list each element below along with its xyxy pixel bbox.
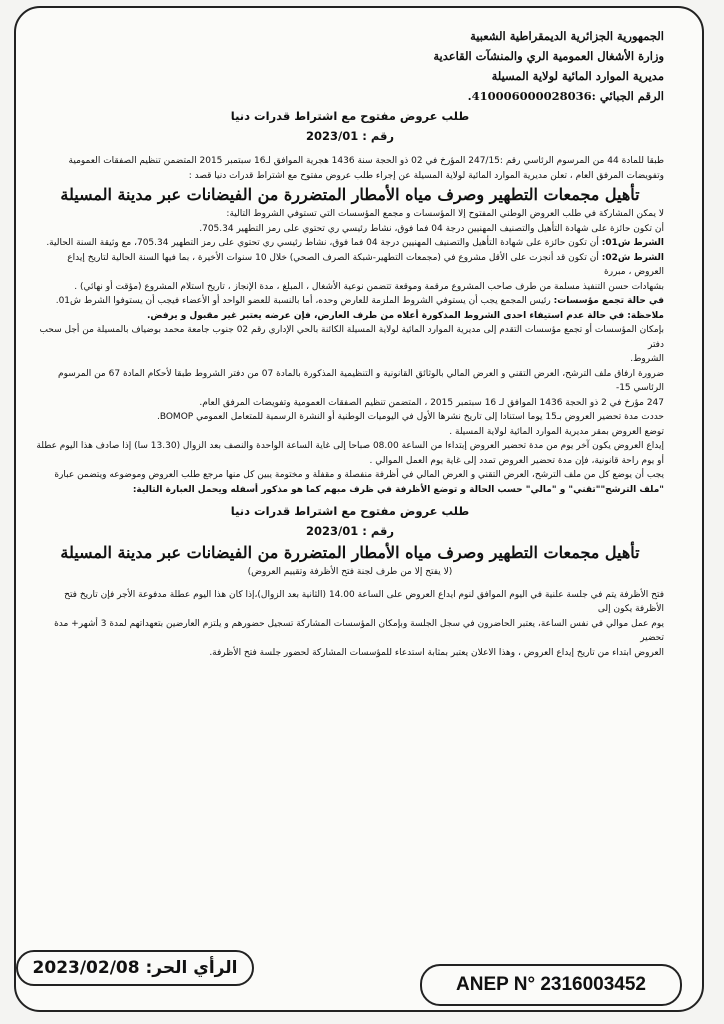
- paragraph: فتح الأظرفة يتم في جلسة علنية في اليوم الموافق لنوم ايداع العروض على الساعة 14.00 (الثانية بعد الزوال)،إذا كان هذا اليوم عطلة مدفوعة الأجر فإن تاريخ فتح الأظرفة يكون إلى: [64, 589, 664, 614]
- paragraph: العروض ابتداء من تاريخ إيداع العروض ، وهذا الاعلان يعتبر بمثابة استدعاء للمؤسسات المشاركة لحضور جلسة فتح الأظرفة.: [209, 647, 664, 658]
- paragraph: 247 مؤرخ في 2 ذو الحجة 1436 الموافق لـ 16 سبتمبر 2015 ، المتضمن تنظيم الصفقات العمومية وتفويضات المرفق العام.: [199, 397, 664, 408]
- paragraph: أو يوم راحة قانونية، فإن مدة تحضير العروض تمدد إلى غاية يوم العمل الموالي .: [369, 455, 664, 466]
- paragraph: توضع العروض بمقر مديرية الموارد المائية لولاية المسيلة .: [449, 426, 664, 437]
- paragraph: ضرورة ارفاق ملف الترشح، العرض التقني و العرض المالي بالوثائق القانونية و التنظيمية المذكورة بالمادة 07 من دفتر الشروط طبقا لأحكام المادة 67 من المرسوم الرئاسي 15-: [58, 368, 664, 393]
- condition-2-text: أن تكون قد أنجزت على الأقل مشروع في (مجمعات التطهير-شبكة الصرف الصحي) خلال 10 سنوات الأخيرة ، بما فيها السنة الحالية لتاريخ إيداع العروض ، مبررة: [67, 252, 664, 277]
- paragraph: أن تكون حائزة على شهادة التأهيل والتصنيف المهنيين درجة 04 فما فوق، نشاط رئيسي ري تحتوي على رمز التطهير 705.34.: [199, 223, 664, 234]
- note-text: في حالة عدم استيفاء احدى الشروط المذكورة أعلاه من طرف العارض، فإن عرضه يعتبر غير مقبول و يرفض.: [147, 310, 625, 321]
- paragraph: "ملف الترشح""تقني" و "مالي" حسب الحالة و توضع الأظرفة في ظرف مبهم كما هو مذكور أسفله ويحمل العبارة التالية:: [132, 484, 664, 495]
- paragraph: بإمكان المؤسسات أو تجمع مؤسسات التقدم إلى مديرية الموارد المائية لولاية المسيلة الكائنة بالحي الإداري رقم 02 جنوب جامعة محمد بوضياف بالمسيلة من أجل سحب دفتر: [39, 325, 664, 350]
- project-title: تأهيل مجمعات التطهير وصرف مياه الأمطار المتضررة من الفيضانات عبر مدينة المسيلة: [60, 185, 640, 204]
- paragraph: يوم عمل موالي في نفس الساعة، يعتبر الحاضرون في سجل الجلسة وبإمكان المؤسسات المشاركة تسجيل حضورهم و يلتزم العارضين بتعهداتهم لمدة 3 أشهر+ مدة تحضير: [54, 618, 664, 643]
- note-label: ملاحظة:: [627, 310, 664, 321]
- paragraph: طبقا للمادة 44 من المرسوم الرئاسي رقم :247/15 المؤرخ في 02 ذو الحجة سنة 1436 هجرية الموافق لـ16 سبتمبر 2015 المتضمن تنظيم الصفقات العمومية: [68, 156, 664, 166]
- paragraph: بشهادات حسن التنفيذ مسلمة من طرف صاحب المشروع مرقمة وموقعة تتضمن نوعية الأشغال ، المبلغ ، مدة الإنجاز ، تاريخ استلام المشروع (مؤقت أو نهائي) .: [74, 281, 664, 292]
- republic-line: الجمهورية الجزائرية الديمقراطية الشعبية: [470, 29, 664, 43]
- header-block: [36, 26, 664, 106]
- consortium-label: في حالة تجمع مؤسسات:: [553, 296, 664, 306]
- ministry-line: وزارة الأشغال العمومية الري والمنشآت القاعدية: [433, 49, 664, 63]
- envelope-number: رقم : 2023/01: [306, 524, 394, 538]
- directorate-line: مديرية الموارد المائية لولاية المسيلة: [491, 69, 664, 83]
- paragraph: الشروط.: [630, 354, 664, 364]
- tender-notice: [36, 26, 664, 926]
- notice-number: رقم : 2023/01: [306, 129, 394, 143]
- paragraph: يجب أن يوضع كل من ملف الترشح، العرض التقني و العرض المالي في أظرفة منفصلة و مقفلة و مختومة يبين كل منها مرجع طلب العروض وموضوعه ويتضمن عبارة: [54, 470, 664, 480]
- consortium-text: رئيس المجمع يجب أن يستوفي الشروط الملزمة للعارض وحده، أما بالنسبة للعضو الواحد أو الأعضاء فيجب أن يستوفوا الشرط ش01.: [55, 296, 551, 306]
- consortium-clause: [36, 294, 664, 309]
- condition-1-text: أن تكون حائزة على شهادة التأهيل والتصنيف المهنيين درجة 04 فما فوق، نشاط رئيسي ري تحتوي على رمز التطهير 705.34، مع وثيقة السنة الحالية.: [46, 238, 599, 248]
- envelope-title: طلب عروض مفتوح مع اشتراط قدرات دنيا: [230, 504, 470, 518]
- anep-number-box: ANEP N° 2316003452: [420, 964, 682, 1006]
- condition-2-label: الشرط ش02:: [601, 252, 664, 263]
- condition-1: [36, 236, 664, 251]
- envelope-project: تأهيل مجمعات التطهير وصرف مياه الأمطار المتضررة من الفيضانات عبر مدينة المسيلة: [60, 543, 640, 562]
- notice-title: طلب عروض مفتوح مع اشتراط قدرات دنيا: [230, 109, 470, 123]
- note-clause: [36, 309, 664, 324]
- condition-2: [36, 251, 664, 280]
- condition-1-label: الشرط ش01:: [601, 238, 664, 248]
- paragraph: حددت مدة تحضير العروض بـ15 يوما استنادا إلى تاريخ نشرها الأول في اليوميات الوطنية أو النشرة الرسمية للمتعامل العمومي BOMOP.: [156, 412, 664, 422]
- tax-id: الرقم الجبائي :410006000028036.: [467, 89, 664, 103]
- newspaper-date-box: الرأي الحر: 2023/02/08: [16, 950, 254, 986]
- paragraph: لا يمكن المشاركة في طلب العروض الوطني المفتوح إلا المؤسسات و مجمع المؤسسات التي تستوفي الشروط التالية:: [226, 209, 664, 219]
- envelope-note: (لا يفتح إلا من طرف لجنة فتح الأظرفة وتقييم العروض): [247, 567, 453, 577]
- paragraph: وتفويضات المرفق العام ، تعلن مديرية الموارد المائية لولاية المسيلة عن إجراء طلب عروض مفتوح مع اشتراط قدرات دنيا قصد :: [188, 170, 664, 181]
- paragraph: إيداع العروض يكون آخر يوم من مدة تحضير العروض إبتداءا من الساعة 08.00 صباحا إلى غاية الساعة الواحدة والنصف بعد الزوال (13.30 سا) إذا صادف هذا اليوم عطلة: [36, 441, 664, 451]
